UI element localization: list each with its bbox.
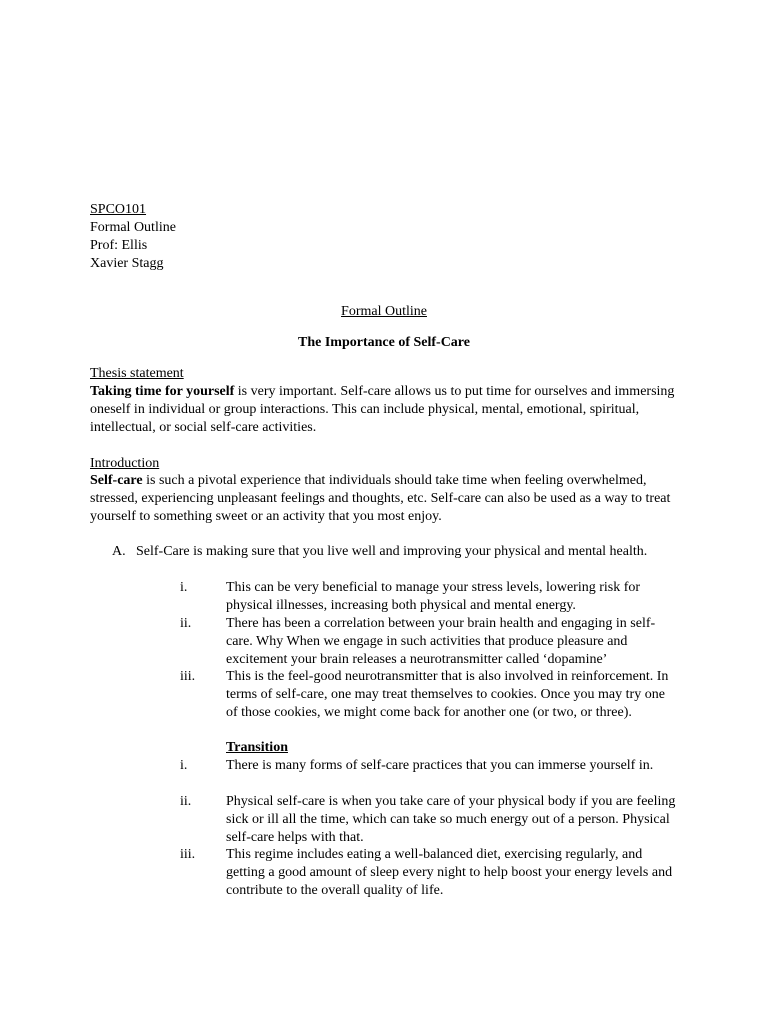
introduction-lead: Self-care [90, 473, 143, 488]
main-title: The Importance of Self-Care [298, 335, 470, 350]
subpoint-marker: i. [180, 580, 188, 595]
subpoint-text: Physical self-care is when you take care of your physical body if you are feeling sick or ill all the time, which can take so much energy out of a person. Physical self-care helps with that. [226, 794, 676, 845]
introduction-body: is such a pivotal experience that individuals should take time when feeling overwhelmed, stressed, experiencing unpleasant feelings and thoughts, etc. Self-care can also be used as a way to treat yourself to something sweet or an activity that you most enjoy. [90, 473, 671, 524]
transition-label: Transition [226, 740, 288, 755]
student-name: Xavier Stagg [90, 256, 164, 271]
introduction-heading [90, 455, 678, 473]
subpoint-marker: iii. [180, 669, 196, 684]
subpoint-marker: ii. [180, 616, 192, 631]
subpoint-2-ii [180, 793, 680, 847]
subpoint-marker: i. [180, 758, 188, 773]
point-a-text: Self-Care is making sure that you live well and improving your physical and mental health. [136, 544, 648, 559]
subpoint-1-iii [180, 668, 680, 722]
subpoint-marker: iii. [180, 847, 196, 862]
thesis-lead: Taking time for yourself [90, 384, 235, 399]
course-code: SPCO101 [90, 202, 147, 217]
thesis-heading-label: Thesis statement [90, 366, 184, 381]
introduction-paragraph [90, 472, 678, 526]
subpoint-text: This can be very beneficial to manage your stress levels, lowering risk for physical illnesses, increasing both physical and mental energy. [226, 580, 641, 613]
outline-point-a [112, 543, 672, 561]
document-type: Formal Outline [90, 220, 176, 235]
subpoint-text: There is many forms of self-care practices that you can immerse yourself in. [226, 758, 654, 773]
subpoint-2-iii [180, 846, 680, 900]
thesis-paragraph [90, 383, 678, 437]
subpoint-2-i [180, 757, 680, 775]
subpoint-text: This is the feel-good neurotransmitter that is also involved in reinforcement. In terms of self-care, one may treat themselves to cookies. Once you may try one of those cookies, we might come back for another one (or two, or three). [226, 669, 669, 720]
professor-name: Prof: Ellis [90, 238, 148, 253]
subpoint-text: This regime includes eating a well-balanced diet, exercising regularly, and getting a good amount of sleep every night to help boost your energy levels and contribute to the overall quality of life. [226, 847, 673, 898]
thesis-heading [90, 365, 678, 383]
subpoint-marker: ii. [180, 794, 192, 809]
subpoint-1-ii [180, 615, 680, 669]
document-header [90, 201, 176, 273]
subpoint-text: There has been a correlation between your brain health and engaging in self-care. Why When we engage in such activities that produce pleasure and excitement your brain releases a neurotransmitter called ‘dopamine’ [226, 616, 656, 667]
point-a-marker: A. [112, 544, 126, 559]
thesis-body: is very important. Self-care allows us to put time for ourselves and immersing oneself in individual or group interactions. This can include physical, mental, emotional, spiritual, intellectual, or social self-care activities. [90, 384, 675, 435]
introduction-heading-label: Introduction [90, 456, 160, 471]
subpoint-1-i [180, 579, 680, 615]
outline-heading: Formal Outline [341, 304, 427, 319]
